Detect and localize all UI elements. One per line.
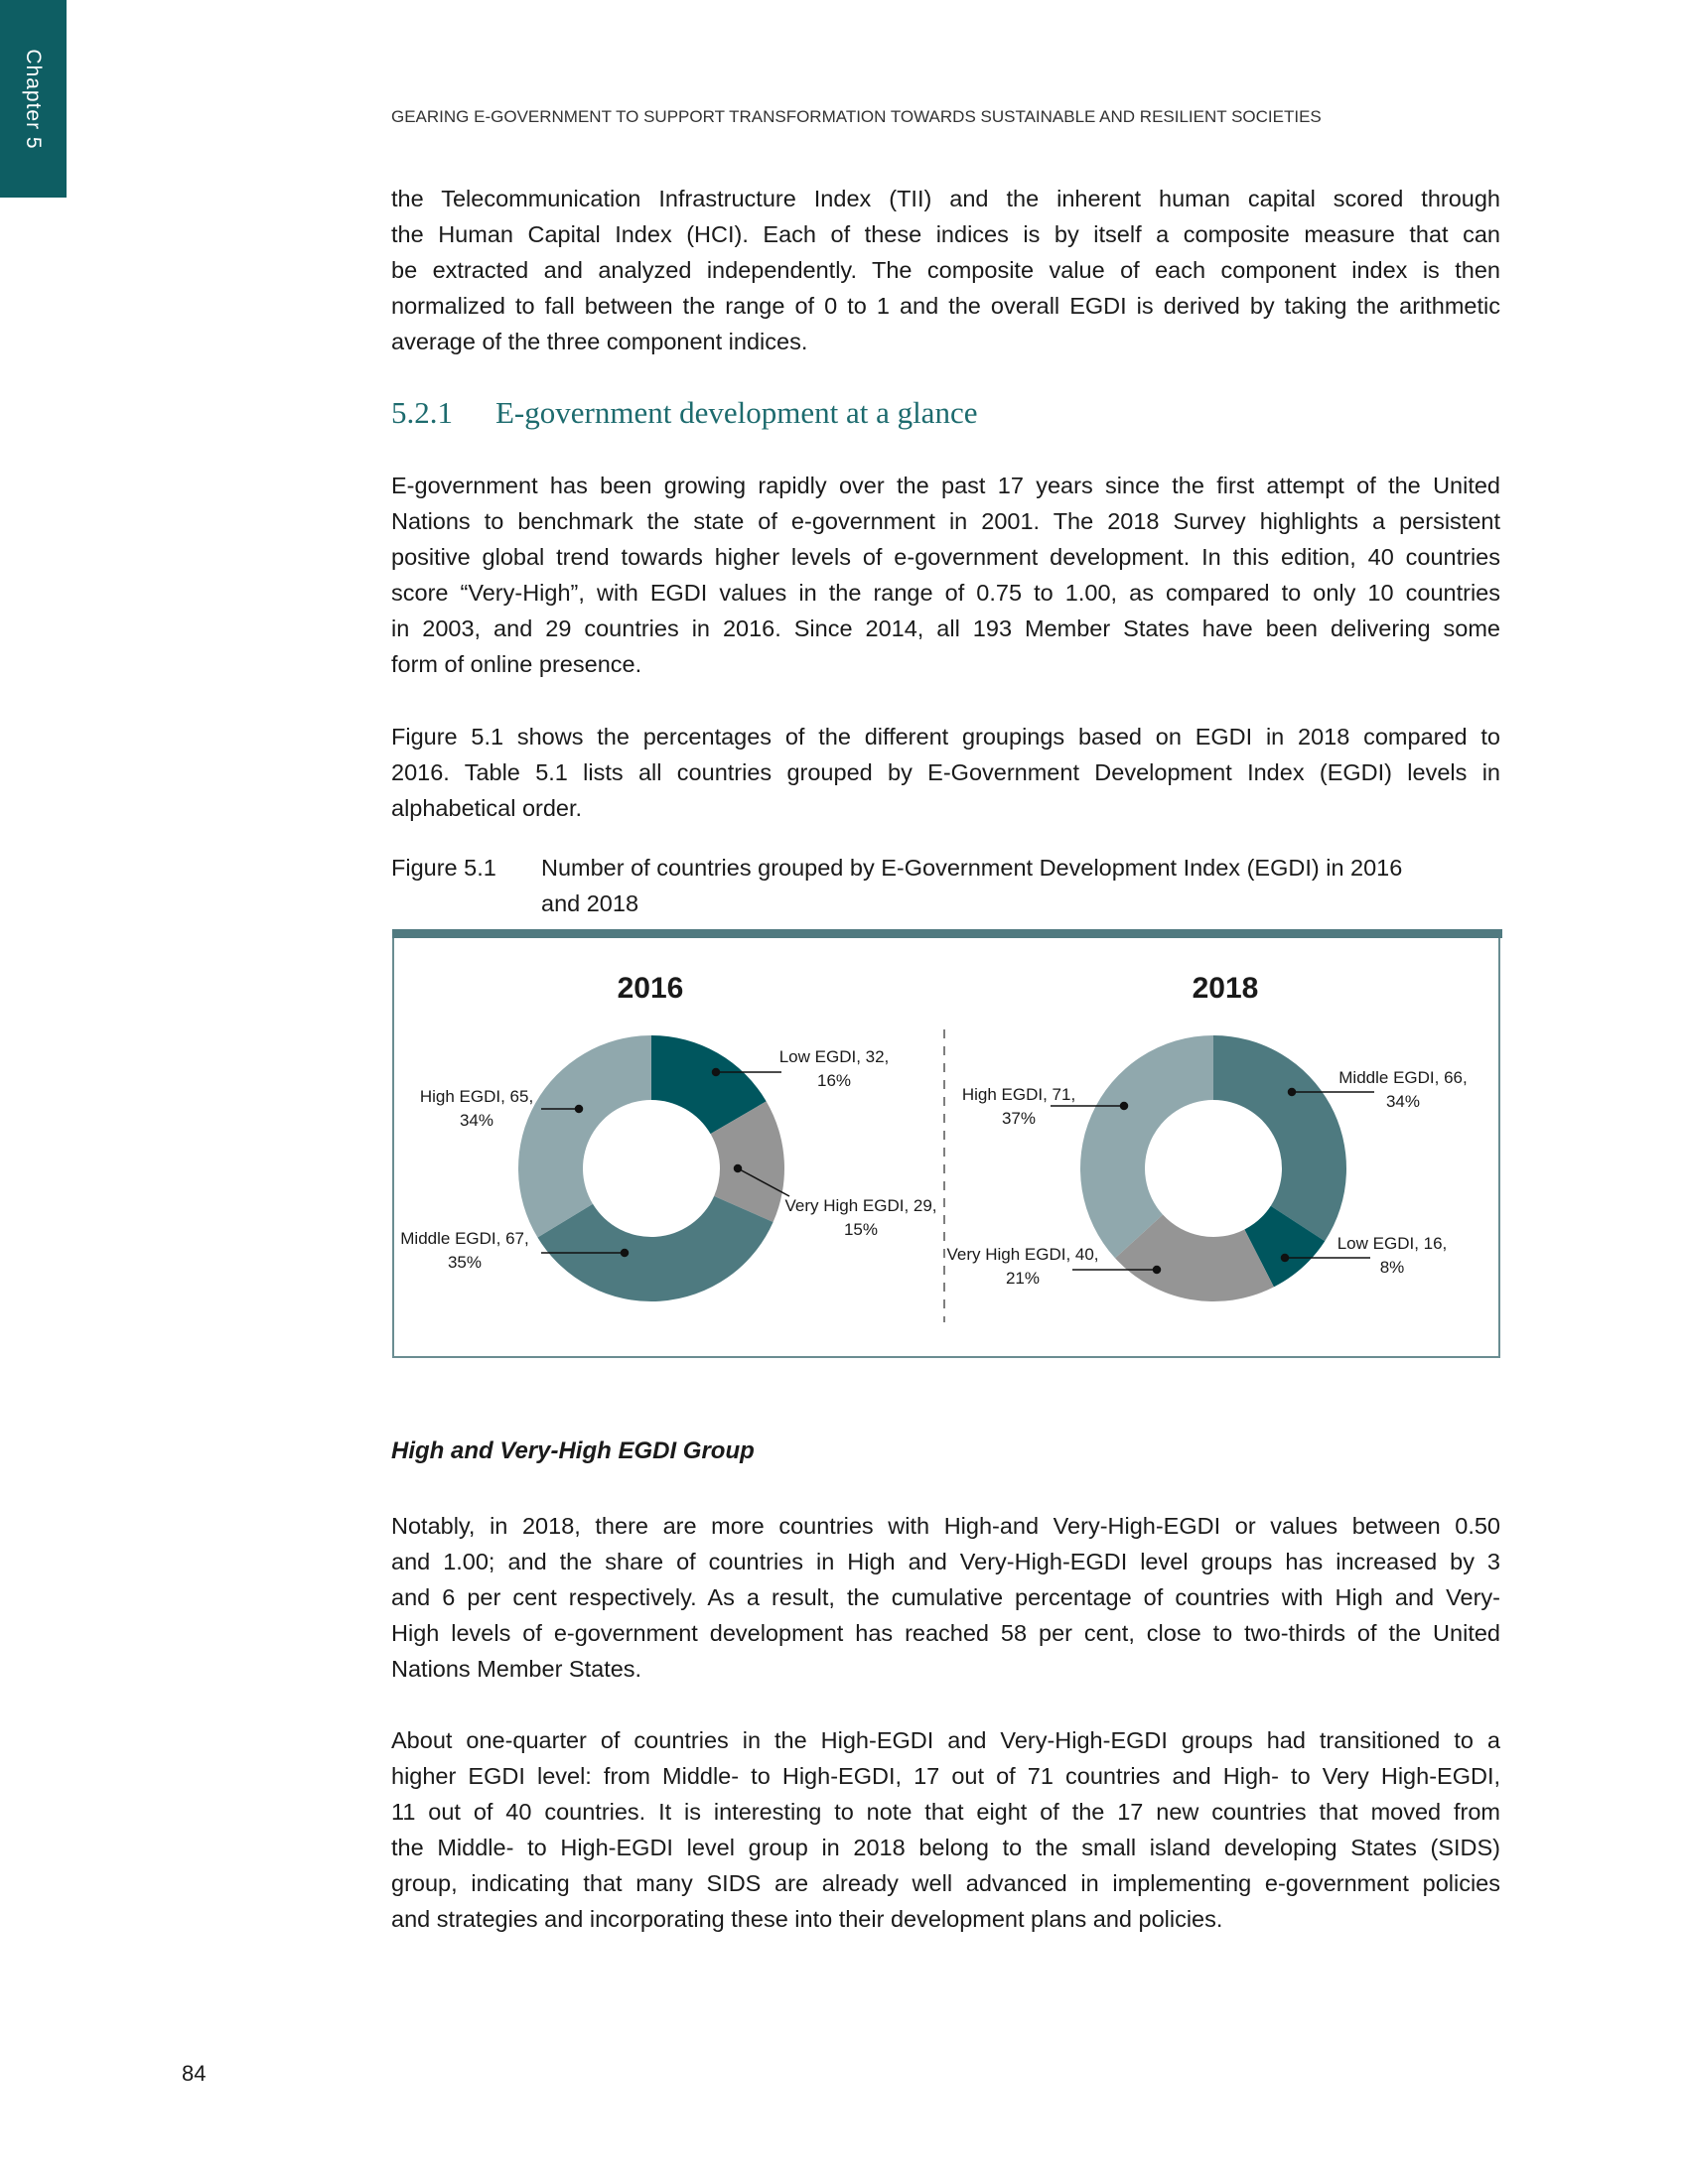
data-label-2016-low xyxy=(779,1045,890,1093)
text-line: and 6 per cent respectively. As a result, the cumulative percentage of countries with High and Very- xyxy=(391,1584,1500,1610)
donut-slice-high-egdi xyxy=(1080,1035,1213,1258)
donut-2018 xyxy=(1080,1035,1346,1301)
label-percent: 21% xyxy=(1005,1269,1041,1288)
data-label-2018-middle xyxy=(1338,1066,1467,1114)
text-line: About one-quarter of countries in the High-EGDI and Very-High-EGDI groups had transitioned to a xyxy=(391,1727,1500,1753)
text-line: be extracted and analyzed independently. The composite value of each component index is then xyxy=(391,257,1500,283)
data-label-2018-very-high xyxy=(946,1243,1098,1291)
text-line: the Human Capital Index (HCI). Each of these indices is by itself a composite measure that can xyxy=(391,221,1500,247)
text-line: and strategies and incorporating these into their development plans and policies. xyxy=(391,1906,1223,1932)
data-label-2018-high xyxy=(962,1083,1075,1131)
running-header: GEARING E-GOVERNMENT TO SUPPORT TRANSFORMATION TOWARDS SUSTAINABLE AND RESILIENT SOCIETIES xyxy=(391,107,1322,126)
section-number: 5.2.1 xyxy=(391,395,453,430)
text-line: higher EGDI level: from Middle- to High-EGDI, 17 out of 71 countries and High- to Very High-EGDI, xyxy=(391,1763,1500,1789)
text-line: normalized to fall between the range of 0 to 1 and the overall EGDI is derived by taking the arithmetic xyxy=(391,293,1500,319)
leader-dot xyxy=(713,1069,720,1076)
label-line: Middle EGDI, 67, xyxy=(400,1229,529,1248)
text-line: Figure 5.1 shows the percentages of the different groupings based on EGDI in 2018 compared to xyxy=(391,724,1500,750)
data-label-2016-middle xyxy=(400,1227,528,1275)
paragraph-4 xyxy=(391,1508,1500,1687)
text-line: High levels of e-government development has reached 58 per cent, close to two-thirds of the United xyxy=(391,1620,1500,1646)
page-number: 84 xyxy=(182,2061,207,2086)
leader-dot xyxy=(1154,1267,1161,1274)
label-line: Low EGDI, 16, xyxy=(1336,1234,1448,1253)
label-percent: 15% xyxy=(843,1220,879,1239)
text-line: form of online presence. xyxy=(391,651,642,677)
text-line: alphabetical order. xyxy=(391,795,583,821)
leader-dot xyxy=(622,1250,629,1257)
label-percent: 16% xyxy=(816,1071,852,1090)
caption-line-2: and 2018 xyxy=(541,890,639,916)
text-line: Nations to benchmark the state of e-government in 2001. The 2018 Survey highlights a persistent xyxy=(391,508,1500,534)
text-line: the Middle- to High-EGDI level group in 2018 belong to the small island developing States (SIDS) xyxy=(391,1835,1500,1860)
label-line: Middle EGDI, 66, xyxy=(1338,1068,1468,1087)
data-label-2016-high xyxy=(420,1085,533,1133)
label-line: Very High EGDI, 29, xyxy=(784,1196,937,1215)
label-percent: 35% xyxy=(447,1253,483,1272)
label-percent: 37% xyxy=(1001,1109,1037,1128)
chapter-tab-label: Chapter 5 xyxy=(22,49,45,150)
text-line: group, indicating that many SIDS are already well advanced in implementing e-government policies xyxy=(391,1870,1500,1896)
section-title: E-government development at a glance xyxy=(495,395,978,430)
figure-number: Figure 5.1 xyxy=(391,855,496,881)
text-line: average of the three component indices. xyxy=(391,329,808,354)
data-label-2016-very-high xyxy=(784,1194,936,1242)
text-line: in 2003, and 29 countries in 2016. Since 2014, all 193 Member States have been delivering some xyxy=(391,615,1500,641)
label-percent: 34% xyxy=(459,1111,494,1130)
leader-dot xyxy=(735,1165,742,1172)
label-line: High EGDI, 71, xyxy=(961,1085,1076,1104)
paragraph-5 xyxy=(391,1722,1500,1937)
text-line: positive global trend towards higher levels of e-government development. In this edition, 40 countries xyxy=(391,544,1500,570)
text-line: the Telecommunication Infrastructure Index (TII) and the inherent human capital scored through xyxy=(391,186,1500,211)
subheading: High and Very-High EGDI Group xyxy=(391,1437,755,1464)
leader-dot xyxy=(1121,1103,1128,1110)
text-line: E-government has been growing rapidly over the past 17 years since the first attempt of the United xyxy=(391,473,1500,498)
leader-dot xyxy=(1282,1255,1289,1262)
label-percent: 8% xyxy=(1379,1258,1405,1277)
leader-dot xyxy=(576,1106,583,1113)
text-line: Nations Member States. xyxy=(391,1656,642,1682)
label-line: High EGDI, 65, xyxy=(419,1087,534,1106)
label-percent: 34% xyxy=(1385,1092,1421,1111)
donut-slice-middle-egdi xyxy=(1213,1035,1346,1241)
text-line: and 1.00; and the share of countries in High and Very-High-EGDI level groups has increased by 3 xyxy=(391,1549,1500,1574)
text-line: score “Very-High”, with EGDI values in the range of 0.75 to 1.00, as compared to only 10 countries xyxy=(391,580,1500,606)
text-line: Notably, in 2018, there are more countries with High-and Very-High-EGDI or values between 0.50 xyxy=(391,1513,1500,1539)
leader-dot xyxy=(1289,1089,1296,1096)
text-line: 2016. Table 5.1 lists all countries grouped by E-Government Development Index (EGDI) levels in xyxy=(391,759,1500,785)
text-line: 11 out of 40 countries. It is interesting to note that eight of the 17 new countries that moved from xyxy=(391,1799,1500,1825)
donut-2016 xyxy=(518,1035,784,1301)
label-line: Low EGDI, 32, xyxy=(778,1047,890,1066)
caption-line-1: Number of countries grouped by E-Government Development Index (EGDI) in 2016 xyxy=(541,855,1403,881)
label-line: Very High EGDI, 40, xyxy=(946,1245,1099,1264)
data-label-2018-low xyxy=(1337,1232,1448,1280)
chart-title-2018: 2018 xyxy=(1192,972,1259,1005)
donut-slice-high-egdi xyxy=(518,1035,651,1238)
chart-title-2016: 2016 xyxy=(617,972,684,1005)
